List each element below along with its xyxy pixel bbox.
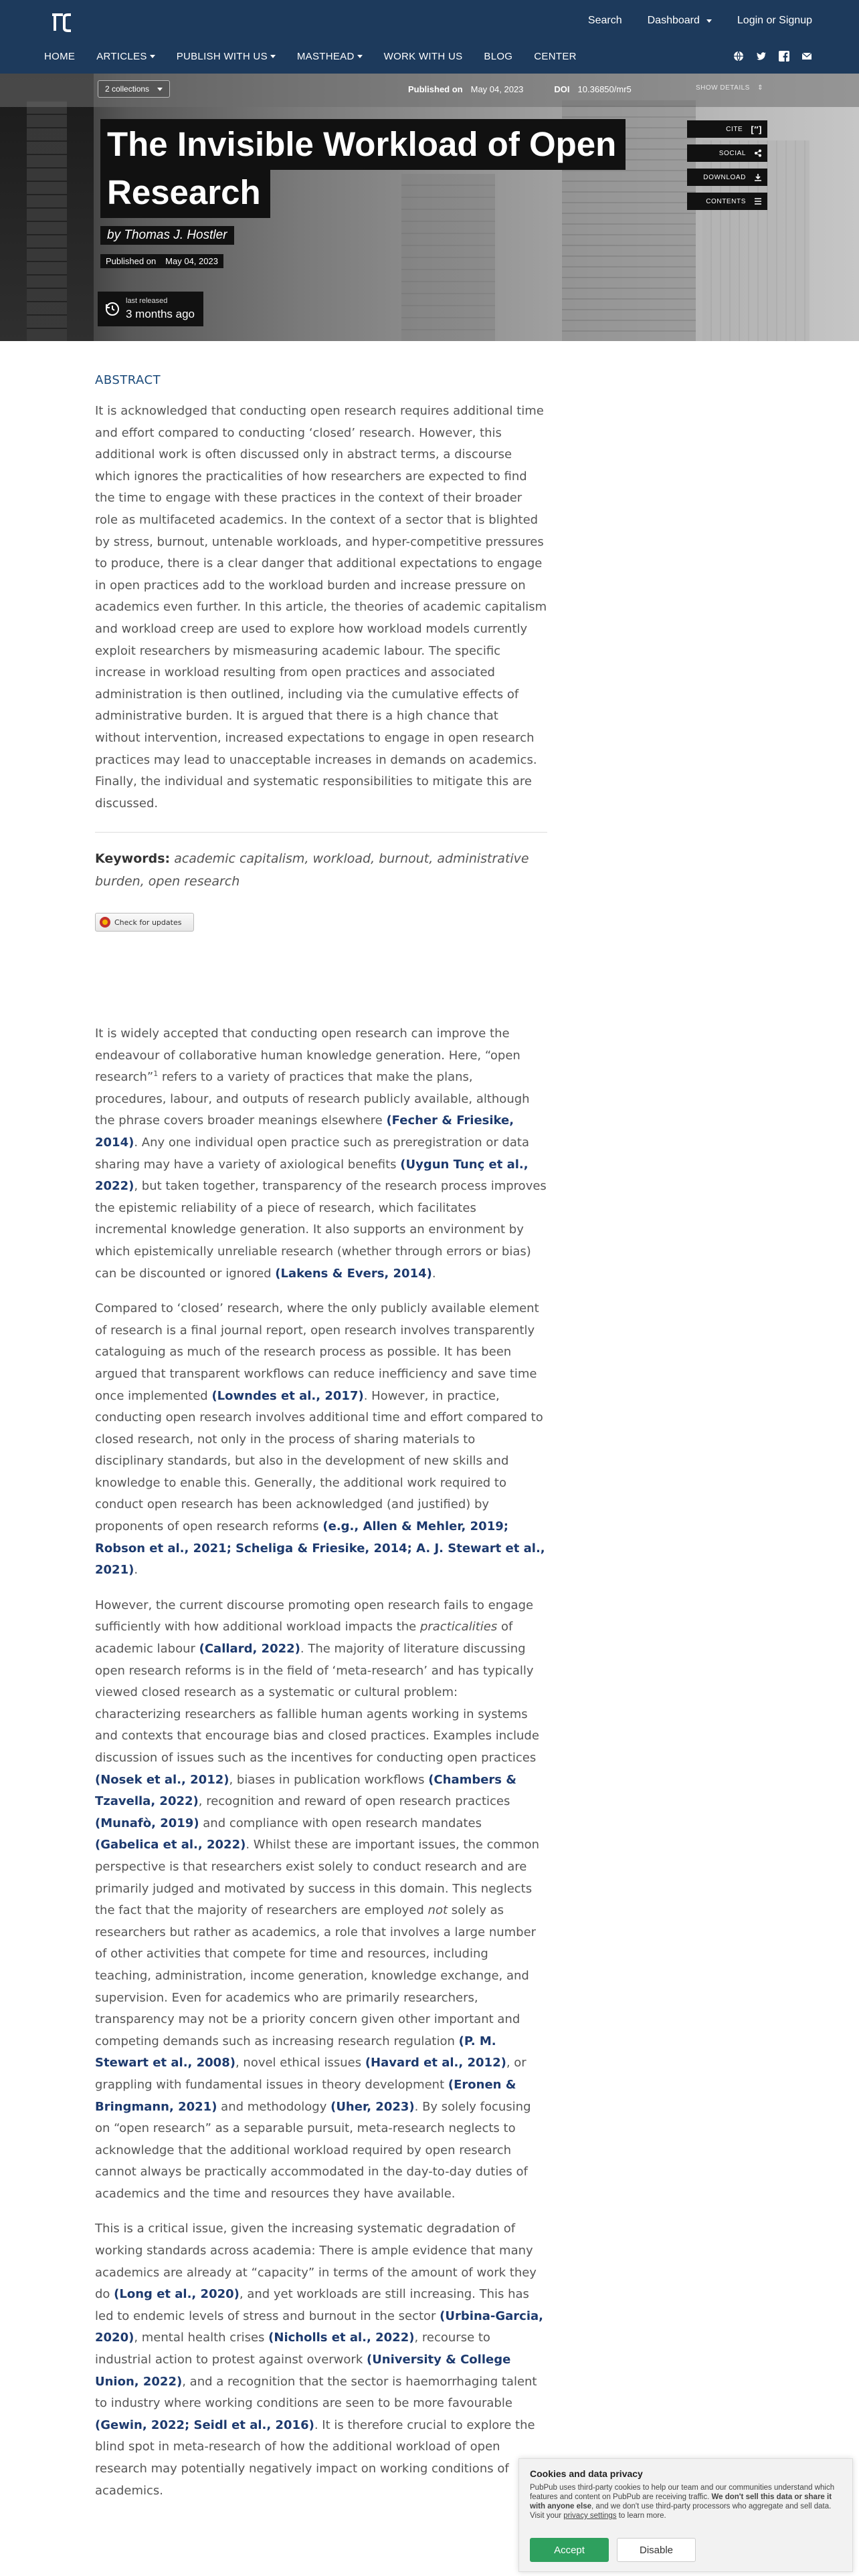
last-released-button[interactable]: [98, 292, 203, 326]
keywords-label: Keywords:: [95, 851, 171, 867]
chevron-down-icon: [357, 55, 363, 58]
facebook-icon[interactable]: [779, 51, 789, 62]
nav-work-with-us[interactable]: WORK WITH US: [383, 51, 463, 62]
citation-link[interactable]: (Uher, 2023): [330, 2099, 415, 2114]
text-run: . Any one individual open practice such as preregistration or data sharing may have a variety of axiological benefits: [95, 1135, 530, 1172]
nav-center[interactable]: CENTER: [534, 51, 577, 62]
citation-link[interactable]: (Long et al., 2020): [114, 2287, 240, 2302]
byline[interactable]: by Thomas J. Hostler: [100, 226, 234, 245]
citation-link[interactable]: (University & College Union, 2022): [95, 2353, 511, 2389]
social-button[interactable]: [687, 144, 767, 162]
pub-header: [0, 74, 859, 341]
abstract-heading: ABSTRACT: [95, 373, 161, 387]
text-run: , but taken together, transparency of the research process improves the epistemic reliability of a piece of research, which facilitates incremental knowledge generation. It also supports an environment by which epistemically unreliable research (whether through errors or bias) can be discounted or ignored: [95, 1179, 547, 1281]
title-line-1: The Invisible Workload of Open: [100, 119, 626, 170]
text-run: and methodology: [217, 2099, 331, 2114]
text-run: , mental health crises: [134, 2331, 269, 2345]
chevron-down-icon: [157, 88, 163, 91]
text-run: However, the current discourse promoting open research fails to engage sufficiently with how additional workload impacts the: [95, 1598, 534, 1634]
text-run: .: [432, 1266, 436, 1281]
text-run: , biases in publication workflows: [229, 1772, 429, 1787]
article-body: [95, 1023, 547, 2515]
text-run: . It is therefore crucial to explore the blind spot in meta-research of how the additional workload of open research may potentially negatively impact on working conditions of academics.: [95, 2418, 535, 2498]
text-run: , or grappling with fundamental issues in theory development: [95, 2056, 527, 2092]
disable-button[interactable]: Disable: [617, 2538, 696, 2562]
cookie-text-1: PubPub uses third-party cookies to help our team and our communities understand which features and content on PubPub are receiving traffic.: [530, 2484, 835, 2501]
divider: [95, 832, 547, 833]
text-run: , and yet workloads are still increasing. This has led to endemic levels of stress and burnout in the sector: [95, 2287, 529, 2323]
search-link[interactable]: Search: [587, 15, 622, 26]
published-on: [100, 254, 223, 268]
published-on-date: May 04, 2023: [165, 256, 218, 266]
text-run: , and a recognition that the sector is haemorrhaging talent to industry where working conditions are seen to be more favourable: [95, 2374, 537, 2411]
published-label: Published on: [408, 84, 463, 94]
citation-link[interactable]: (e.g., Allen & Mehler, 2019; Robson et al., 2021; Scheliga & Friesike, 2014; A. J. Stewart et al., 2021): [95, 1519, 545, 1578]
last-released-value: 3 months ago: [126, 308, 195, 320]
emphasis: practicalities: [419, 1620, 498, 1634]
privacy-settings-link[interactable]: privacy settings: [563, 2512, 617, 2520]
cookie-text-3: to learn more.: [616, 2512, 666, 2520]
cite-button[interactable]: [687, 120, 767, 138]
citation-link[interactable]: (Nosek et al., 2012): [95, 1772, 229, 1787]
mail-icon[interactable]: [801, 51, 812, 62]
last-released-label: last released: [126, 297, 168, 305]
citation-link[interactable]: (Fecher & Friesike, 2014): [95, 1113, 514, 1150]
text-run: Compared to ‘closed’ research, where the only publicly available element of research is a final journal report, open research involves transparently cataloguing as much of the research process as possible. It has been argued that transparent workflows can reduce inefficiency and save time once implemented: [95, 1301, 539, 1403]
text-run: . Whilst these are important issues, the common perspective is that researchers exist solely to conduct research and are primarily judged and motivated by success in this domain. This neglects the fact that the majority of researchers are employed: [95, 1838, 540, 1918]
doi-label: DOI: [554, 84, 570, 94]
hero-building-left: [27, 100, 67, 341]
nav-home[interactable]: HOME: [44, 51, 76, 62]
twitter-icon[interactable]: [756, 51, 767, 62]
text-run: of academic labour: [95, 1620, 513, 1656]
published-on-label: Published on: [106, 256, 157, 266]
paragraph-3: [95, 1595, 547, 2206]
doi-value[interactable]: 10.36850/mr5: [577, 84, 632, 94]
cookie-title: Cookies and data privacy: [530, 2468, 643, 2479]
social-links: [733, 51, 812, 62]
crossmark-icon: [100, 917, 110, 928]
nav-masthead-label: MASTHEAD: [296, 51, 355, 62]
social-label: SOCIAL: [719, 149, 746, 157]
page-title: [100, 119, 626, 218]
site-header: [0, 0, 859, 74]
share-icon: [754, 149, 762, 157]
show-details-label: SHOW DETAILS: [696, 84, 750, 92]
check-for-updates-button[interactable]: [95, 913, 194, 932]
abstract-text: It is acknowledged that conducting open research requires additional time and effort compared to conducting ‘closed’ research. However, this additional work is often discussed only in abstract terms, a discourse which ignores the practicalities of how researchers are expected to find the time to engage with these practices in the context of their broader role as multifaceted academics. In the context of a sector that is blighted by stress, burnout, untenable workloads, and hyper-competitive pressures to produce, there is a clear danger that additional expectations to engage in open practices add to the workload burden and increase pressure on academics even further. In this article, the theories of academic capitalism and workload creep are used to explore how workload models currently exploit researchers by mismeasuring academic labour. The specific increase in workload resulting from open practices and associated administration is then outlined, including via the cumulative effects of administrative burden. It is argued that there is a high chance that without intervention, increased expectations to engage in open research practices may lead to unacceptable increases in demands on academics. Finally, the individual and systematic responsibilities to mitigate this are discussed.: [95, 404, 547, 811]
hero-top-bar: [0, 74, 859, 107]
download-icon: [754, 173, 762, 181]
accept-button[interactable]: Accept: [530, 2538, 609, 2562]
check-for-updates-label: Check for updates: [114, 918, 182, 927]
download-button[interactable]: [687, 169, 767, 186]
paragraph-4: [95, 2218, 547, 2502]
cookie-text: [530, 2483, 842, 2520]
dashboard-label: Dashboard: [647, 15, 700, 26]
contents-button[interactable]: [687, 193, 767, 210]
quote-icon: [″]: [751, 124, 762, 134]
keywords-value: academic capitalism, workload, burnout, administrative burden, open research: [95, 851, 529, 889]
footnote-ref[interactable]: 1: [153, 1069, 159, 1079]
login-link[interactable]: Login or Signup: [737, 15, 812, 26]
text-run: , recognition and reward of open research practices: [198, 1794, 510, 1809]
nav-blog[interactable]: BLOG: [484, 51, 513, 62]
text-run: . By solely focusing on “open research” as a separable pursuit, meta-research neglects to acknowledge that the additional workload required by open research cannot always be practically accommodated in the day-to-day duties of academics and the time and resources they have available.: [95, 2099, 531, 2201]
globe-icon[interactable]: [733, 51, 744, 62]
citation-link[interactable]: (P. M. Stewart et al., 2008): [95, 2034, 496, 2070]
publication-info: [408, 84, 632, 94]
nav-articles-label: ARTICLES: [96, 51, 147, 62]
text-run: and compliance with open research mandates: [199, 1816, 482, 1830]
keywords: [95, 847, 547, 893]
citation-link[interactable]: (Urbina-Garcia, 2020): [95, 2309, 543, 2345]
citation-link[interactable]: (Chambers & Tzavella, 2022): [95, 1772, 516, 1809]
citation-link[interactable]: (Munafò, 2019): [95, 1816, 199, 1830]
nav-articles[interactable]: [96, 51, 155, 62]
citation-link[interactable]: (Gewin, 2022; Seidl et al., 2016): [95, 2418, 314, 2432]
text-run: It is widely accepted that conducting open research can improve the endeavour of collaborative human knowledge generation. Here, “open research”: [95, 1027, 520, 1085]
citation-link[interactable]: (Lakens & Evers, 2014): [275, 1266, 432, 1281]
text-run: This is a critical issue, given the increasing systematic degradation of working standards across academia: There is ample evidence that many academics are already at “capacity” in terms of the amount of work they do: [95, 2222, 537, 2302]
show-details-button[interactable]: [696, 84, 763, 92]
cookie-banner: [518, 2458, 853, 2572]
nav-publish[interactable]: [177, 51, 276, 62]
text-run: , recourse to industrial action to protest against overwork: [95, 2331, 490, 2367]
citation-link[interactable]: (Nicholls et al., 2022): [268, 2331, 415, 2345]
emphasis: not: [427, 1903, 448, 1918]
collections-label: 2 collections: [105, 84, 150, 94]
citation-link[interactable]: (Lowndes et al., 2017): [211, 1388, 364, 1403]
text-run: . The majority of literature discussing open research reforms is in the field of ‘meta-research’ and has typically viewed closed research as a systematic or cultural problem: characterizing researchers as fallible human agents working in systems and contexts that encourage bias and closed practices. Examples include discussion of issues such as the incentives for conducting open practices: [95, 1642, 539, 1765]
citation-link[interactable]: (Gabelica et al., 2022): [95, 1838, 246, 1852]
cite-label: CITE: [726, 125, 743, 133]
citation-link[interactable]: (Havard et al., 2012): [365, 2056, 506, 2070]
expand-icon: ⇕: [757, 84, 763, 92]
paragraph-1: [95, 1023, 547, 1285]
main-nav: [44, 51, 577, 62]
citation-link[interactable]: (Eronen & Bringmann, 2021): [95, 2077, 516, 2114]
citation-link[interactable]: (Uygun Tunç et al., 2022): [95, 1157, 529, 1194]
cookie-text-2: , and we don't use third-party processors who aggregate and sell data. Visit your: [530, 2502, 832, 2520]
paragraph-2: [95, 1298, 547, 1582]
chevron-down-icon: [150, 55, 155, 58]
published-date: May 04, 2023: [470, 84, 524, 94]
text-run: . However, in practice, conducting open research involves additional time and effort compared to closed research, not only in the process of sharing materials to disciplinary standards, but also in the development of new skills and knowledge to enable this. Generally, the additional work required to conduct open research has been acknowledged (and justified) by proponents of open research reforms: [95, 1388, 543, 1534]
citation-link[interactable]: (Callard, 2022): [199, 1642, 300, 1656]
site-logo[interactable]: [48, 9, 75, 36]
title-line-2: Research: [100, 167, 270, 218]
cookie-text-bold: We don't sell this data or share it with anyone else: [530, 2493, 832, 2510]
collections-dropdown[interactable]: [98, 80, 170, 98]
text-run: solely as researchers but rather as academics, a role that involves a large number of other activities that compete for time and resources, including teaching, administration, income generation, knowledge exchange, and supervision. Even for academics who are primarily researchers, transparency may not be a priority concern given other important and competing demands such as increasing research regulation: [95, 1903, 537, 2048]
download-label: DOWNLOAD: [703, 173, 746, 181]
dashboard-menu[interactable]: [648, 15, 712, 27]
chevron-down-icon: [706, 19, 712, 23]
text-run: , novel ethical issues: [235, 2056, 365, 2070]
abstract-section: [95, 373, 547, 932]
text-run: refers to a variety of practices that make the plans, procedures, labour, and outputs of research publicly available, although the phrase covers broader meanings elsewhere: [95, 1070, 530, 1128]
nav-publish-label: PUBLISH WITH US: [176, 51, 268, 62]
nav-masthead[interactable]: [297, 51, 363, 62]
list-icon: [754, 197, 762, 205]
contents-label: CONTENTS: [706, 197, 746, 205]
pub-actions: [687, 120, 767, 210]
history-icon: [104, 301, 120, 317]
text-run: .: [134, 1563, 138, 1578]
chevron-down-icon: [270, 55, 276, 58]
